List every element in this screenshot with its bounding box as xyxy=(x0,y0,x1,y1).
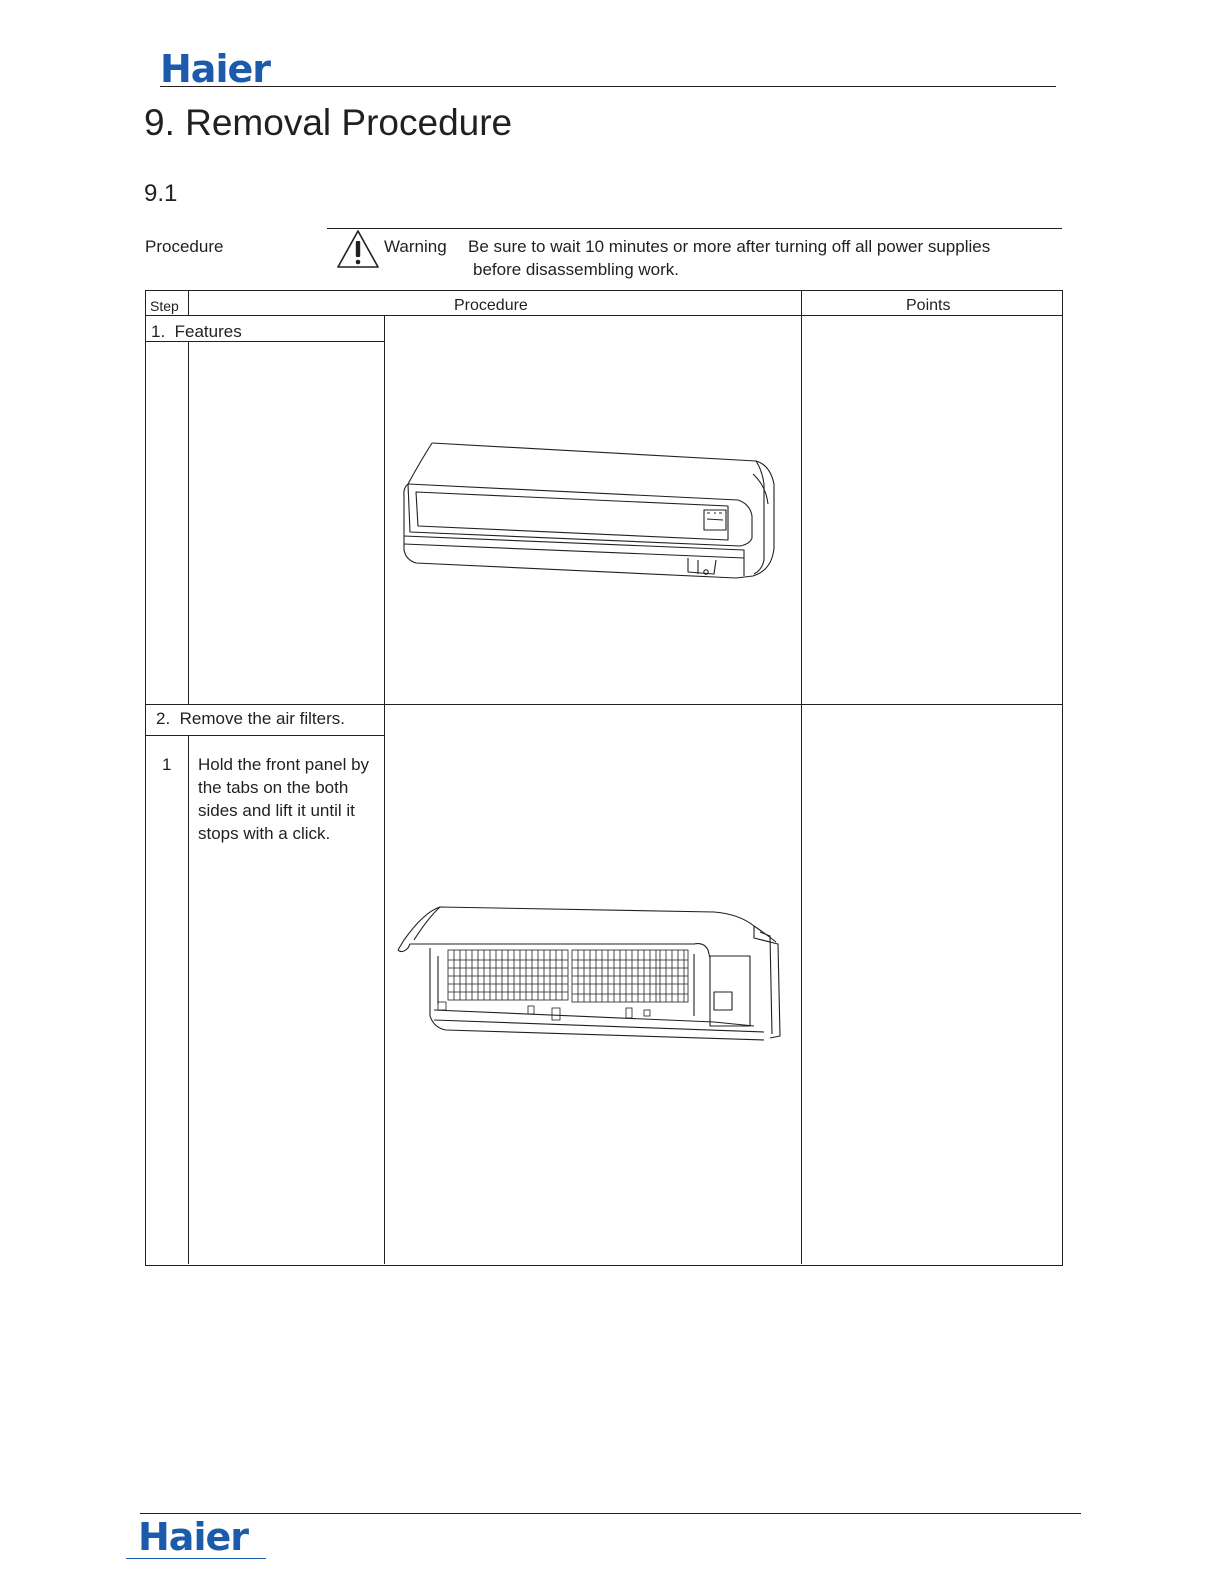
row-2-title-rule xyxy=(145,735,384,736)
table-header-rule xyxy=(145,315,1062,316)
header-logo: Haier xyxy=(160,47,270,91)
row-2-step-divider xyxy=(188,735,189,1264)
header-rule xyxy=(160,86,1056,87)
table-col-divider-text xyxy=(384,315,385,1264)
indoor-unit-open-illustration xyxy=(394,904,786,1046)
warning-text-line2: before disassembling work. xyxy=(473,260,679,279)
row-2-title: 2. Remove the air filters. xyxy=(156,709,345,728)
table-header-procedure: Procedure xyxy=(454,297,528,314)
footer-rule xyxy=(140,1513,1081,1514)
table-header-step: Step xyxy=(150,298,179,314)
warning-rule xyxy=(327,228,1062,229)
row-1-title-rule xyxy=(145,341,384,342)
table-col-divider-points xyxy=(801,290,802,1264)
procedure-label: Procedure xyxy=(145,237,224,256)
indoor-unit-closed-illustration xyxy=(398,440,778,582)
warning-text-line1: Be sure to wait 10 minutes or more after turning off all power supplies xyxy=(468,237,991,256)
footer-logo: Haier xyxy=(138,1515,248,1559)
page-title: 9. Removal Procedure xyxy=(144,102,513,143)
footer-logo-underline xyxy=(126,1558,266,1559)
warning-label: Warning xyxy=(384,237,447,256)
warning-icon xyxy=(336,228,380,270)
row-2-substep-text: Hold the front panel by the tabs on the both sides and lift it until it stops with a click. xyxy=(198,755,370,843)
table-col-divider-step xyxy=(188,290,189,315)
table-header-points: Points xyxy=(906,297,951,314)
row-1-title: 1. Features xyxy=(151,322,242,341)
row-1-step-divider xyxy=(188,341,189,704)
row-divider xyxy=(145,704,1062,705)
row-2-substep-number: 1 xyxy=(162,755,172,774)
section-number: 9.1 xyxy=(144,180,178,207)
